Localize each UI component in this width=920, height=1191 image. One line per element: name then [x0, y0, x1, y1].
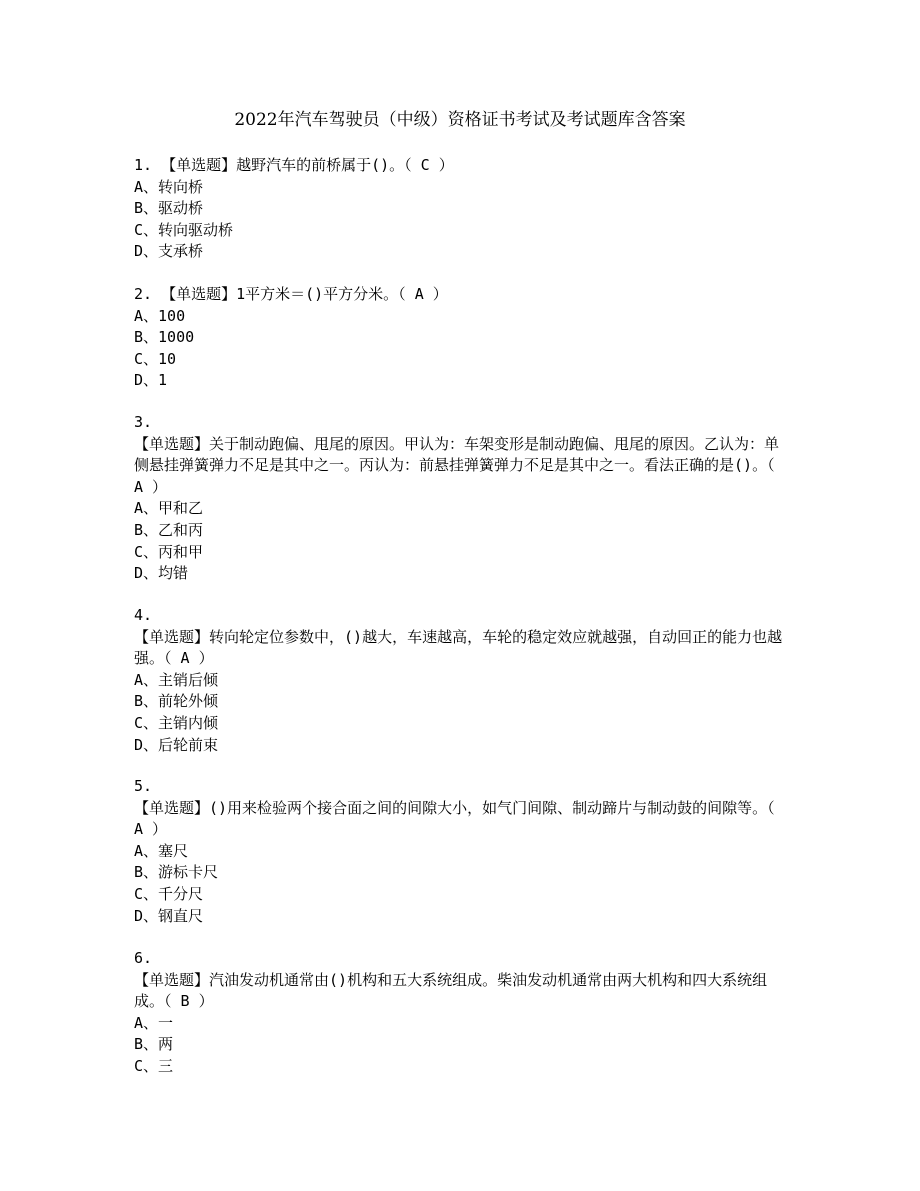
question-header: 1. 【单选题】越野汽车的前桥属于()。（ C ）	[134, 156, 454, 174]
option-d: D、后轮前束	[134, 735, 219, 754]
question-3	[134, 412, 786, 585]
option-c: C、千分尺	[134, 884, 204, 903]
question-header: 2. 【单选题】1平方米＝()平方分米。（ A ）	[134, 285, 448, 303]
option-c: C、10	[134, 349, 177, 368]
question-1	[134, 155, 786, 263]
option-b: B、驱动桥	[134, 199, 204, 218]
option-c: C、三	[134, 1056, 174, 1075]
option-d: D、均错	[134, 564, 189, 583]
question-number: 3.	[134, 413, 153, 431]
question-5	[134, 776, 786, 927]
option-d: D、支承桥	[134, 242, 204, 261]
question-4	[134, 605, 786, 756]
option-b: B、游标卡尺	[134, 863, 219, 882]
option-a: A、转向桥	[134, 177, 204, 196]
question-stem: 【单选题】转向轮定位参数中，()越大，车速越高，车轮的稳定效应就越强，自动回正的能力也越强。（ A ）	[134, 627, 783, 668]
question-stem: 【单选题】()用来检验两个接合面之间的间隙大小，如气门间隙、制动蹄片与制动鼓的间隙等。（ A ）	[134, 798, 775, 839]
question-2	[134, 284, 786, 392]
option-c: C、丙和甲	[134, 542, 204, 561]
option-a: A、甲和乙	[134, 499, 204, 518]
question-stem: 【单选题】汽油发动机通常由()机构和五大系统组成。柴油发动机通常由两大机构和四大系统组成。（ B ）	[134, 970, 768, 1011]
option-b: B、乙和丙	[134, 520, 204, 539]
option-b: B、1000	[134, 328, 195, 347]
question-6	[134, 948, 786, 1078]
option-c: C、转向驱动桥	[134, 220, 234, 239]
option-a: A、一	[134, 1013, 174, 1032]
question-number: 4.	[134, 606, 153, 624]
option-a: A、主销后倾	[134, 670, 219, 689]
document-title: 2022年汽车驾驶员（中级）资格证书考试及考试题库含答案	[234, 110, 686, 130]
option-d: D、钢直尺	[134, 906, 204, 925]
option-b: B、前轮外倾	[134, 692, 219, 711]
option-c: C、主销内倾	[134, 713, 219, 732]
question-number: 6.	[134, 949, 153, 967]
option-d: D、1	[134, 371, 168, 390]
option-a: A、塞尺	[134, 841, 189, 860]
question-stem: 【单选题】关于制动跑偏、甩尾的原因。甲认为：车架变形是制动跑偏、甩尾的原因。乙认为：单侧悬挂弹簧弹力不足是其中之一。丙认为：前悬挂弹簧弹力不足是其中之一。看法正确的是()。（ A ）	[134, 434, 780, 496]
option-b: B、两	[134, 1035, 174, 1054]
question-number: 5.	[134, 777, 153, 795]
option-a: A、100	[134, 306, 186, 325]
